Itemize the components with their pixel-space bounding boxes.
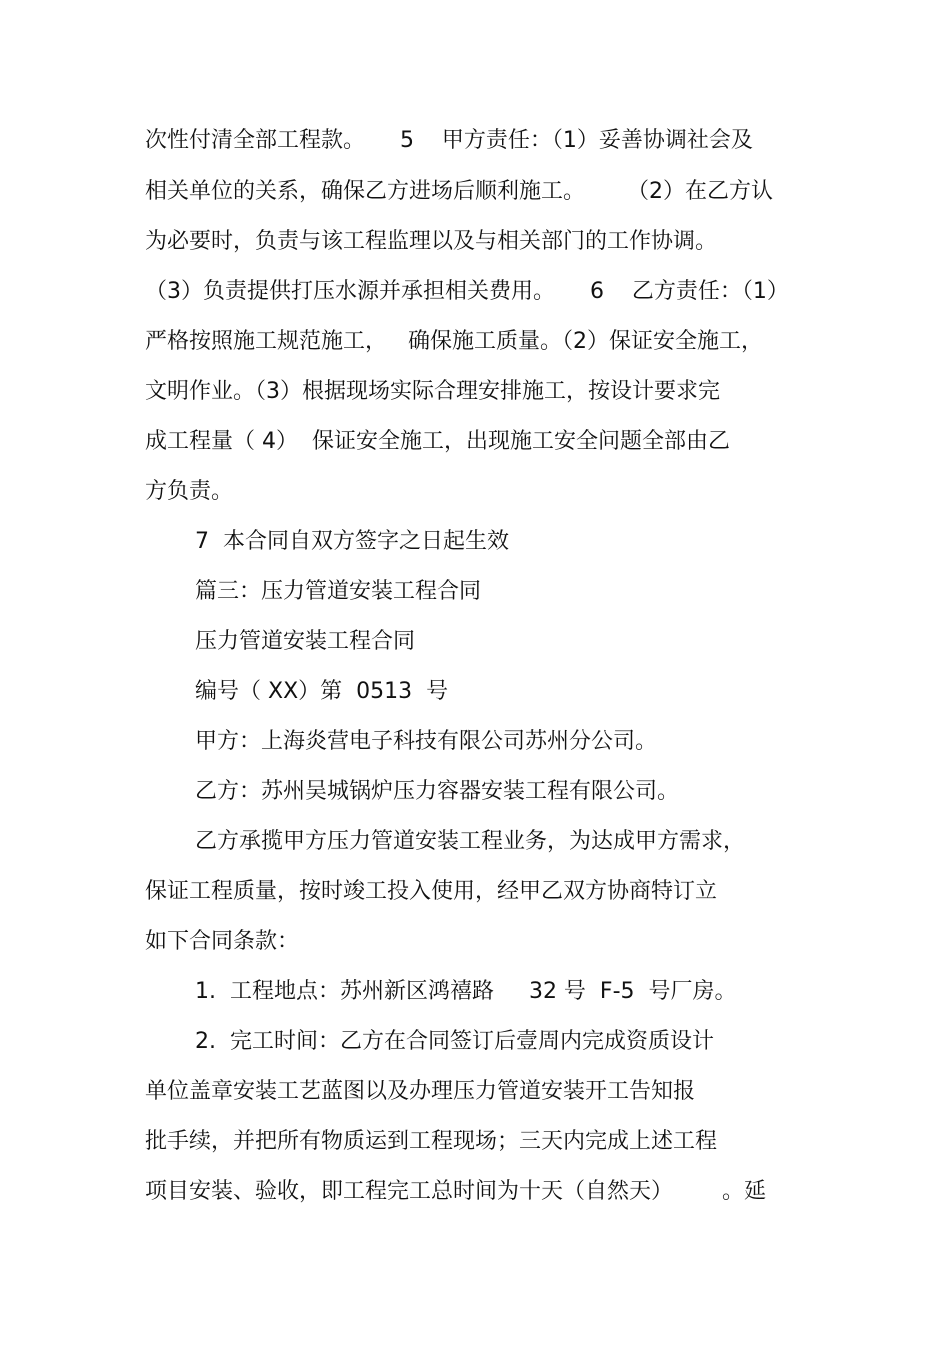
text-line: 严格按照施工规范施工， 确保施工质量。（2）保证安全施工， <box>145 329 763 354</box>
text-line: 乙方承揽甲方压力管道安装工程业务，为达成甲方需求， <box>195 829 746 854</box>
party-b: 乙方：苏州吴城锅炉压力容器安装工程有限公司。 <box>195 779 680 804</box>
contract-number: 编号（ XX）第 0513 号 <box>195 679 449 704</box>
party-a: 甲方：上海炎营电子科技有限公司苏州分公司。 <box>195 729 658 754</box>
text-line: 保证工程质量，按时竣工投入使用，经甲乙双方协商特订立 <box>145 879 718 904</box>
text-line: （3）负责提供打压水源并承担相关费用。 6 乙方责任：（1） <box>145 279 789 304</box>
text-line: 为必要时，负责与该工程监理以及与相关部门的工作协调。 <box>145 229 718 254</box>
section-heading: 篇三：压力管道安装工程合同 <box>195 579 482 604</box>
text-line: 如下合同条款： <box>145 929 300 954</box>
text-line: 文明作业。（3）根据现场实际合理安排施工，按设计要求完 <box>145 379 720 404</box>
text-line: 方负责。 <box>145 479 234 504</box>
contract-title: 压力管道安装工程合同 <box>195 629 416 654</box>
text-line: 批手续，并把所有物质运到工程现场；三天内完成上述工程 <box>145 1129 718 1154</box>
text-line: 7 本合同自双方签字之日起生效 <box>195 529 509 554</box>
text-line: 相关单位的关系，确保乙方进场后顺利施工。 （2）在乙方认 <box>145 179 773 204</box>
clause-item: 1. 工程地点：苏州新区鸿禧路 32 号 F-5 号厂房。 <box>195 979 737 1004</box>
text-line: 成工程量（ 4） 保证安全施工，出现施工安全问题全部由乙 <box>145 429 730 454</box>
clause-item: 2. 完工时间：乙方在合同签订后壹周内完成资质设计 <box>195 1029 714 1054</box>
text-line: 单位盖章安装工艺蓝图以及办理压力管道安装开工告知报 <box>145 1079 696 1104</box>
text-line: 次性付清全部工程款。 5 甲方责任：（1）妥善协调社会及 <box>145 128 753 153</box>
text-line: 项目安装、验收，即工程完工总时间为十天（自然天） 。延 <box>145 1179 766 1204</box>
